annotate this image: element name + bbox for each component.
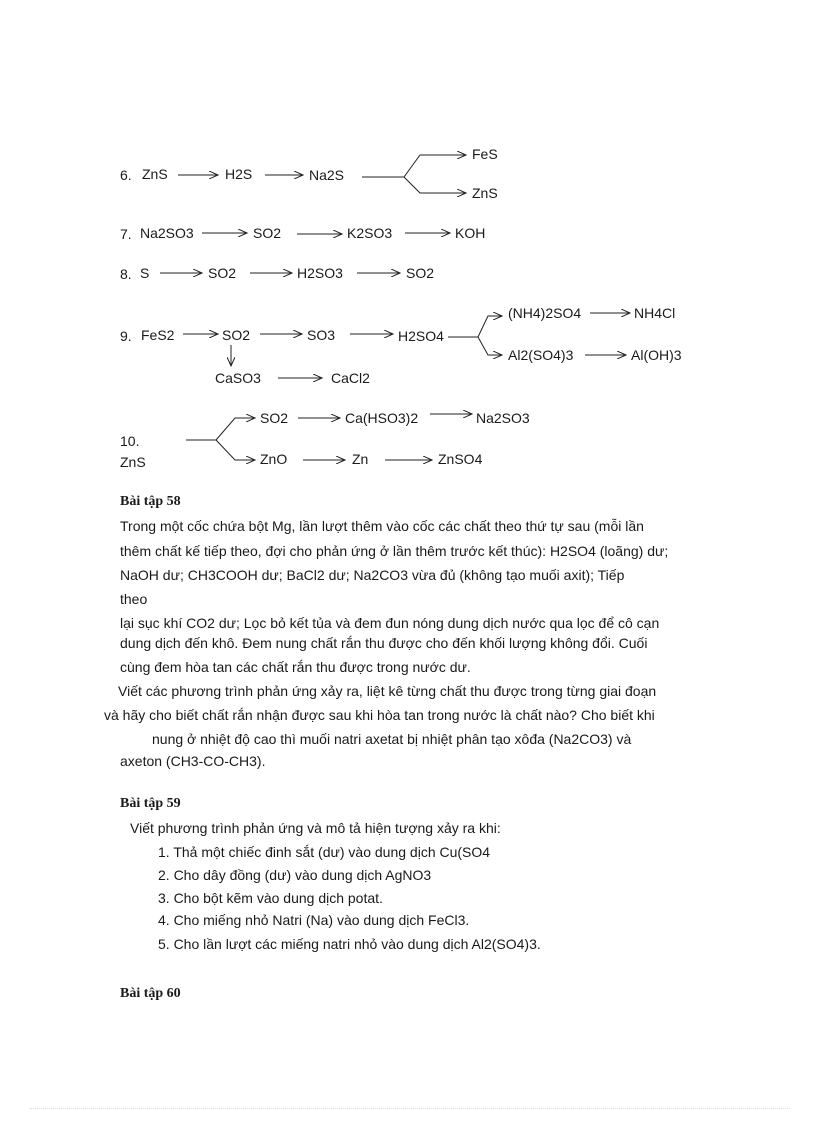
eq-number: 8. — [120, 266, 132, 282]
compound: CaCl2 — [331, 370, 370, 386]
compound: SO2 — [260, 410, 289, 426]
eq-number: 6. — [120, 167, 132, 183]
compound: ZnSO4 — [438, 451, 483, 467]
compound: Ca(HSO3)2 — [345, 410, 419, 426]
exercise-heading: Bài tập 59 — [120, 796, 181, 811]
paragraph-line: theo — [120, 591, 148, 607]
paragraph-line: axeton (CH3-CO-CH3). — [120, 753, 266, 769]
paragraph-line: cùng đem hòa tan các chất rắn thu được trong nước dư. — [120, 659, 471, 675]
exercise-intro: Viết phương trình phản ứng và mô tả hiện tượng xảy ra khi: — [130, 820, 501, 836]
compound: ZnO — [260, 451, 288, 467]
compound: Al2(SO4)3 — [508, 347, 574, 363]
list-item: 3. Cho bột kẽm vào dung dịch potat. — [158, 890, 383, 906]
compound: NH4Cl — [634, 305, 676, 321]
eq-number: 10. — [120, 433, 140, 449]
compound: Na2SO3 — [476, 410, 530, 426]
compound: S — [140, 265, 150, 281]
list-item: 2. Cho dây đồng (dư) vào dung dịch AgNO3 — [158, 867, 432, 883]
page-footer-divider — [30, 1108, 790, 1109]
compound: Zn — [352, 451, 369, 467]
compound: (NH4)2SO4 — [508, 305, 582, 321]
eq-number: 9. — [120, 328, 132, 344]
paragraph-line: Trong một cốc chứa bột Mg, lần lượt thêm vào cốc các chất theo thứ tự sau (mỗi lần — [120, 518, 644, 534]
list-item: 4. Cho miếng nhỏ Natri (Na) vào dung dịch FeCl3. — [158, 912, 470, 928]
compound: Na2SO3 — [140, 225, 194, 241]
paragraph-line: Viết các phương trình phản ứng xảy ra, liệt kê từng chất thu được trong từng giai đoạn — [118, 683, 657, 699]
compound: ZnS — [120, 454, 146, 470]
compound: SO2 — [406, 265, 435, 281]
paragraph-line: NaOH dư; CH3COOH dư; BaCl2 dư; Na2CO3 vừa đủ (không tạo muối axit); Tiếp — [120, 567, 625, 583]
paragraph-line: lại sục khí CO2 dư; Lọc bỏ kết tủa và đem đun nóng dung dịch nước qua lọc để cô cạn — [120, 615, 660, 631]
compound: Al(OH)3 — [631, 347, 682, 363]
compound: Na2S — [309, 167, 345, 183]
compound: CaSO3 — [215, 370, 261, 386]
compound: FeS2 — [141, 327, 175, 343]
compound: SO2 — [253, 225, 282, 241]
paragraph-line: thêm chất kế tiếp theo, đợi cho phản ứng ở lần thêm trước kết thúc): H2SO4 (loãng) dư; — [120, 543, 669, 559]
compound: H2SO4 — [398, 328, 444, 344]
paragraph-line: dung dịch đến khô. Đem nung chất rắn thu được cho đến khối lượng không đổi. Cuối — [120, 635, 648, 651]
compound: ZnS — [142, 166, 168, 182]
paragraph-line: và hãy cho biết chất rắn nhận được sau khi hòa tan trong nước là chất nào? Cho biết khi — [104, 707, 655, 723]
compound: SO3 — [307, 327, 336, 343]
list-item: 1. Thả một chiếc đinh sắt (dư) vào dung dịch Cu(SO4 — [158, 844, 491, 860]
compound: H2S — [225, 166, 253, 182]
compound: K2SO3 — [347, 225, 393, 241]
eq-number: 7. — [120, 226, 132, 242]
compound: KOH — [455, 225, 486, 241]
exercise-heading: Bài tập 60 — [120, 986, 181, 1001]
compound: SO2 — [208, 265, 237, 281]
compound: H2SO3 — [297, 265, 343, 281]
paragraph-line: nung ở nhiệt độ cao thì muối natri axetat bị nhiệt phân tạo xôđa (Na2CO3) và — [152, 731, 632, 747]
compound: FeS — [472, 146, 498, 162]
exercise-heading: Bài tập 58 — [120, 494, 181, 509]
compound: ZnS — [472, 185, 498, 201]
list-item: 5. Cho lần lượt các miếng natri nhỏ vào dung dịch Al2(SO4)3. — [158, 936, 541, 952]
compound: SO2 — [222, 327, 251, 343]
